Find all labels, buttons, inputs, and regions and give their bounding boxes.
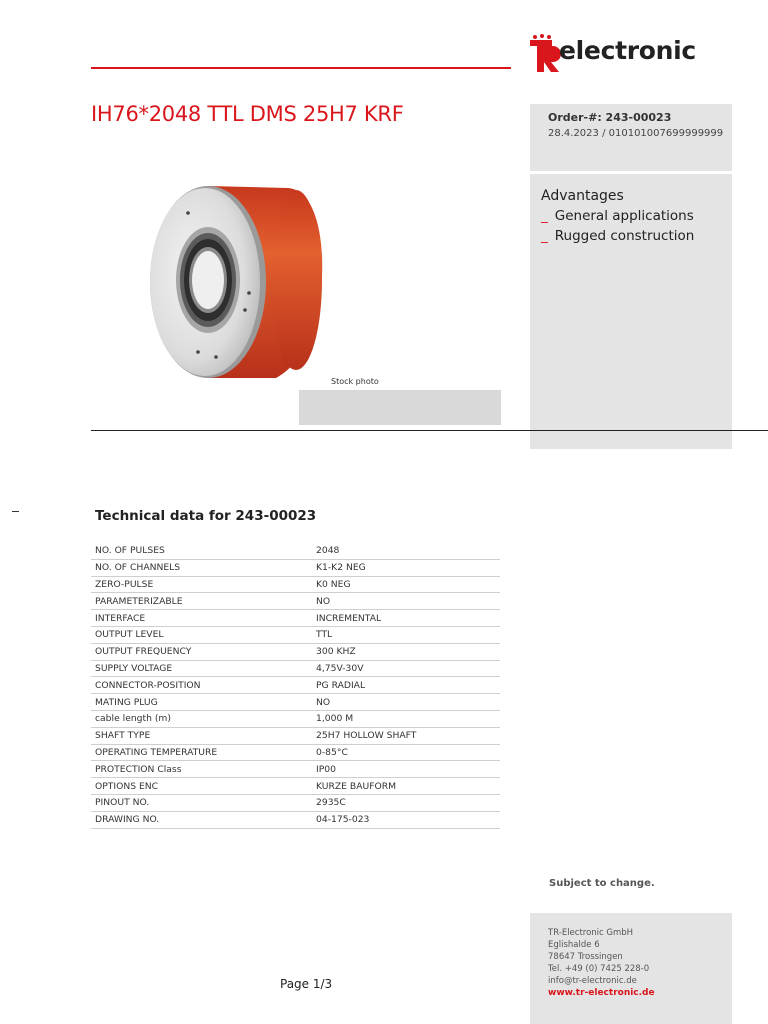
company-phone: Tel. +49 (0) 7425 228-0 xyxy=(548,964,650,974)
spec-value: 04-175-023 xyxy=(312,811,500,828)
logo-text: electronic xyxy=(559,36,696,65)
table-row xyxy=(91,778,500,795)
spec-value: IP00 xyxy=(312,761,500,778)
spec-value: 2048 xyxy=(312,543,500,559)
company-name: TR-Electronic GmbH xyxy=(548,928,634,938)
spec-value: 4,75V-30V xyxy=(312,660,500,677)
table-row xyxy=(91,643,500,660)
table-row xyxy=(91,626,500,643)
table-row xyxy=(91,543,500,559)
spec-label: PROTECTION Class xyxy=(91,761,312,778)
spec-label: ZERO-PULSE xyxy=(91,576,312,593)
order-panel xyxy=(530,104,732,171)
spec-label: PINOUT NO. xyxy=(91,794,312,811)
spec-value: KURZE BAUFORM xyxy=(312,778,500,795)
spec-value: NO xyxy=(312,694,500,711)
table-row xyxy=(91,576,500,593)
spec-value: INCREMENTAL xyxy=(312,610,500,627)
spec-label: OUTPUT LEVEL xyxy=(91,626,312,643)
spec-label: INTERFACE xyxy=(91,610,312,627)
product-title: IH76*2048 TTL DMS 25H7 KRF xyxy=(91,102,404,126)
table-row xyxy=(91,710,500,727)
spec-value: 25H7 HOLLOW SHAFT xyxy=(312,727,500,744)
spec-label: PARAMETERIZABLE xyxy=(91,593,312,610)
spec-label: OUTPUT FREQUENCY xyxy=(91,643,312,660)
contact-panel xyxy=(530,913,732,1024)
subject-to-change-note: Subject to change. xyxy=(549,878,655,889)
tr-logo-mark-icon xyxy=(529,34,561,74)
table-row xyxy=(91,610,500,627)
spec-value: 300 KHZ xyxy=(312,643,500,660)
page-number: Page 1/3 xyxy=(280,977,333,991)
company-website-link[interactable]: www.tr-electronic.de xyxy=(548,988,655,998)
advantages-title: Advantages xyxy=(541,188,624,204)
encoder-image xyxy=(96,180,376,388)
company-email-link[interactable]: info@tr-electronic.de xyxy=(548,976,637,986)
tr-electronic-logo[interactable] xyxy=(529,32,719,76)
table-row xyxy=(91,794,500,811)
stock-photo-caption: Stock photo xyxy=(331,377,379,386)
advantage-item xyxy=(541,208,694,224)
advantage-bullet: _ xyxy=(541,208,548,224)
company-city: 78647 Trossingen xyxy=(548,952,623,962)
table-row xyxy=(91,593,500,610)
spec-value: PG RADIAL xyxy=(312,677,500,694)
table-row xyxy=(91,811,500,828)
section-divider xyxy=(91,430,768,431)
spec-label: MATING PLUG xyxy=(91,694,312,711)
table-row xyxy=(91,761,500,778)
spec-value: 0-85°C xyxy=(312,744,500,761)
table-row xyxy=(91,744,500,761)
product-photo xyxy=(96,180,376,388)
table-row xyxy=(91,677,500,694)
spec-value: NO xyxy=(312,593,500,610)
technical-data-table xyxy=(91,543,500,829)
advantages-panel xyxy=(530,174,732,449)
table-row xyxy=(91,660,500,677)
spec-label: cable length (m) xyxy=(91,710,312,727)
table-row xyxy=(91,727,500,744)
photo-caption-box xyxy=(299,390,501,425)
spec-value: K0 NEG xyxy=(312,576,500,593)
table-row xyxy=(91,694,500,711)
spec-label: SHAFT TYPE xyxy=(91,727,312,744)
order-number: Order-#: 243-00023 xyxy=(548,111,672,124)
spec-label: OPERATING TEMPERATURE xyxy=(91,744,312,761)
advantage-label: Rugged construction xyxy=(554,228,695,244)
spec-value: 1,000 M xyxy=(312,710,500,727)
spec-label: NO. OF PULSES xyxy=(91,543,312,559)
advantage-label: General applications xyxy=(554,208,694,224)
spec-label: SUPPLY VOLTAGE xyxy=(91,660,312,677)
order-date-code: 28.4.2023 / 010101007699999999 xyxy=(548,128,724,139)
spec-label: OPTIONS ENC xyxy=(91,778,312,795)
spec-label: DRAWING NO. xyxy=(91,811,312,828)
advantage-bullet: _ xyxy=(541,228,548,244)
technical-data-title: Technical data for 243-00023 xyxy=(95,508,317,524)
spec-value: 2935C xyxy=(312,794,500,811)
spec-label: NO. OF CHANNELS xyxy=(91,559,312,576)
table-row xyxy=(91,559,500,576)
advantage-item xyxy=(541,228,694,244)
margin-mark xyxy=(12,511,19,512)
header-red-rule xyxy=(91,67,511,69)
spec-value: TTL xyxy=(312,626,500,643)
company-street: Eglishalde 6 xyxy=(548,940,600,950)
spec-value: K1-K2 NEG xyxy=(312,559,500,576)
spec-label: CONNECTOR-POSITION xyxy=(91,677,312,694)
